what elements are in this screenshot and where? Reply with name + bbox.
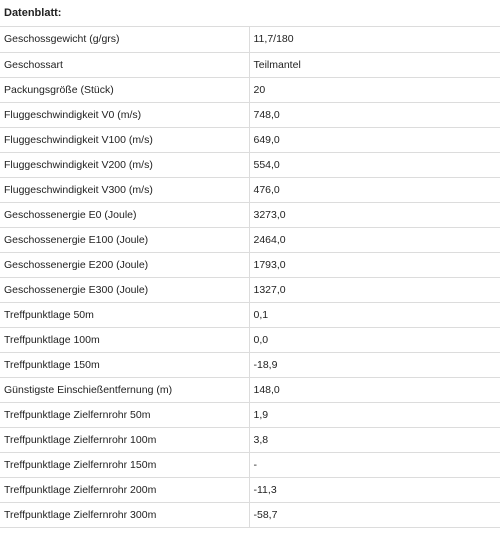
table-row [0, 502, 500, 527]
table-row [0, 452, 500, 477]
spec-label: Treffpunktlage Zielfernrohr 100m [0, 427, 249, 452]
spec-value: -11,3 [249, 477, 500, 502]
specs-table [0, 27, 500, 528]
spec-value: 554,0 [249, 152, 500, 177]
table-row [0, 27, 500, 52]
spec-label: Geschossenergie E100 (Joule) [0, 227, 249, 252]
spec-label: Fluggeschwindigkeit V0 (m/s) [0, 102, 249, 127]
spec-label: Treffpunktlage Zielfernrohr 150m [0, 452, 249, 477]
spec-value: 3,8 [249, 427, 500, 452]
spec-value: - [249, 452, 500, 477]
spec-value: 0,1 [249, 302, 500, 327]
spec-label: Fluggeschwindigkeit V300 (m/s) [0, 177, 249, 202]
table-row [0, 202, 500, 227]
table-row [0, 302, 500, 327]
spec-label: Geschossenergie E200 (Joule) [0, 252, 249, 277]
table-row [0, 352, 500, 377]
table-row [0, 127, 500, 152]
spec-label: Treffpunktlage 50m [0, 302, 249, 327]
spec-value: 649,0 [249, 127, 500, 152]
spec-value: 1327,0 [249, 277, 500, 302]
spec-label: Treffpunktlage 150m [0, 352, 249, 377]
spec-label: Treffpunktlage 100m [0, 327, 249, 352]
spec-value: 20 [249, 77, 500, 102]
spec-label: Geschossart [0, 52, 249, 77]
spec-label: Geschossenergie E0 (Joule) [0, 202, 249, 227]
table-row [0, 177, 500, 202]
table-row [0, 327, 500, 352]
spec-value: -58,7 [249, 502, 500, 527]
table-row [0, 152, 500, 177]
spec-label: Treffpunktlage Zielfernrohr 200m [0, 477, 249, 502]
spec-value: 748,0 [249, 102, 500, 127]
spec-value: 148,0 [249, 377, 500, 402]
spec-value: 1793,0 [249, 252, 500, 277]
table-row [0, 227, 500, 252]
spec-label: Fluggeschwindigkeit V200 (m/s) [0, 152, 249, 177]
table-row [0, 52, 500, 77]
spec-value: 2464,0 [249, 227, 500, 252]
datasheet-title: Datenblatt: [0, 0, 500, 27]
spec-value: 0,0 [249, 327, 500, 352]
table-row [0, 477, 500, 502]
table-row [0, 77, 500, 102]
table-row [0, 102, 500, 127]
spec-value: 3273,0 [249, 202, 500, 227]
spec-label: Treffpunktlage Zielfernrohr 50m [0, 402, 249, 427]
spec-label: Geschossgewicht (g/grs) [0, 27, 249, 52]
spec-label: Treffpunktlage Zielfernrohr 300m [0, 502, 249, 527]
spec-label: Geschossenergie E300 (Joule) [0, 277, 249, 302]
table-row [0, 277, 500, 302]
spec-value: Teilmantel [249, 52, 500, 77]
spec-label: Günstigste Einschießentfernung (m) [0, 377, 249, 402]
spec-value: 476,0 [249, 177, 500, 202]
spec-label: Fluggeschwindigkeit V100 (m/s) [0, 127, 249, 152]
table-row [0, 377, 500, 402]
table-row [0, 427, 500, 452]
spec-label: Packungsgröße (Stück) [0, 77, 249, 102]
table-row [0, 402, 500, 427]
spec-value: 1,9 [249, 402, 500, 427]
specs-table-body [0, 27, 500, 527]
table-row [0, 252, 500, 277]
spec-value: -18,9 [249, 352, 500, 377]
spec-value: 11,7/180 [249, 27, 500, 52]
